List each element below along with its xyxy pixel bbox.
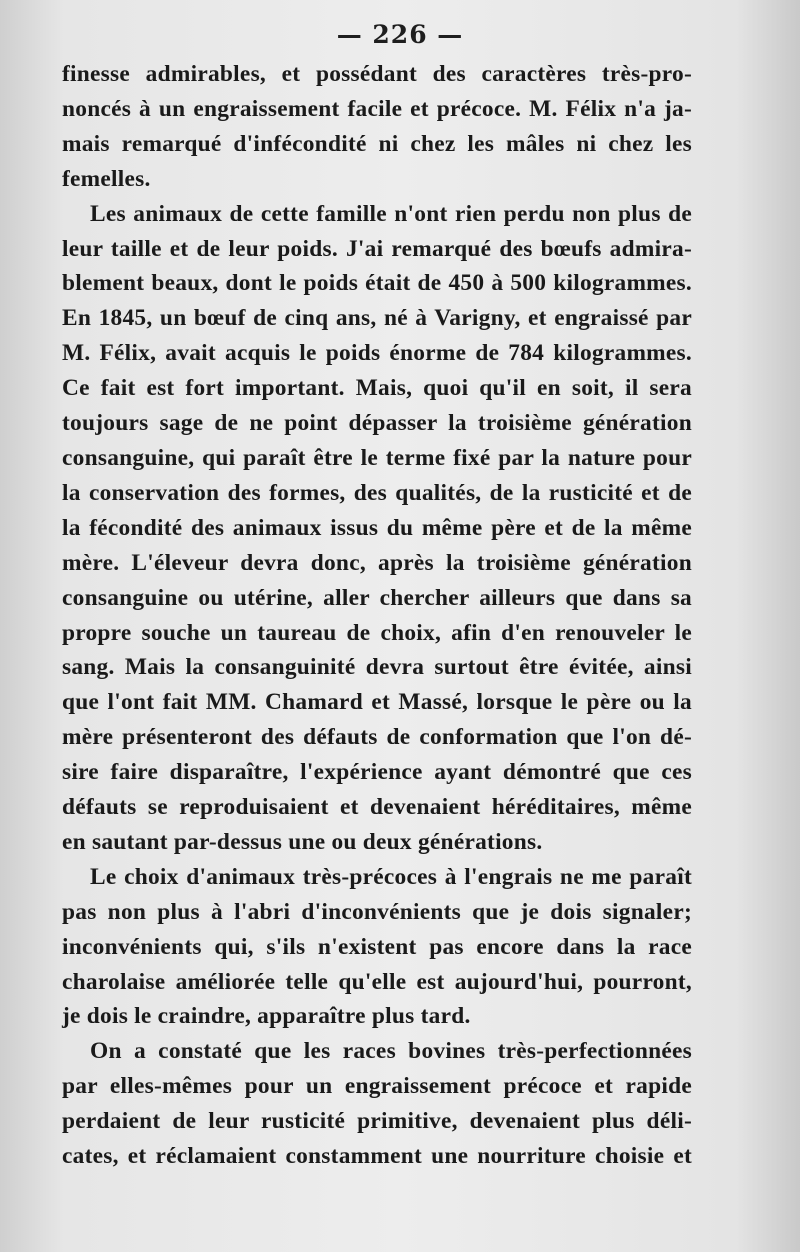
text-line: noncés à un engraissement facile et précoce. M. Félix n'a ja-: [62, 95, 692, 122]
text-line: En 1845, un bœuf de cinq ans, né à Varigny, et engraissé par: [62, 305, 692, 332]
text-line: en sautant par-dessus une ou deux générations.: [62, 828, 543, 855]
text-line: consanguine, qui paraît être le terme fixé par la nature pour: [62, 444, 692, 471]
text-line: sire faire disparaître, l'expérience ayant démontré que ces: [62, 759, 692, 786]
text-line: inconvénients qui, s'ils n'existent pas encore dans la race: [62, 933, 692, 960]
page-number: — 226 —: [336, 20, 464, 49]
text-line: Les animaux de cette famille n'ont rien perdu non plus de: [90, 200, 692, 227]
text-line: la conservation des formes, des qualités, de la rusticité et de: [62, 479, 692, 506]
text-line: Ce fait est fort important. Mais, quoi qu'il en soit, il sera: [62, 375, 692, 402]
text-line: mère présenteront des défauts de conformation que l'on dé-: [62, 724, 692, 751]
text-line: que l'ont fait MM. Chamard et Massé, lorsque le père ou la: [62, 689, 692, 716]
text-line: leur taille et de leur poids. J'ai remarqué des bœufs admira-: [62, 235, 692, 262]
text-line: mère. L'éleveur devra donc, après la troisième génération: [62, 549, 692, 576]
text-line: mais remarqué d'infécondité ni chez les mâles ni chez les: [62, 130, 692, 157]
text-line: M. Félix, avait acquis le poids énorme de 784 kilogrammes.: [62, 340, 692, 367]
text-line: défauts se reproduisaient et devenaient héréditaires, même: [62, 794, 692, 821]
paragraph-2: [62, 197, 692, 860]
text-line: blement beaux, dont le poids était de 450 à 500 kilogrammes.: [62, 270, 692, 297]
text-line: perdaient de leur rusticité primitive, devenaient plus déli-: [62, 1108, 692, 1135]
text-line: Le choix d'animaux très-précoces à l'engrais ne me paraît: [90, 863, 692, 890]
paragraph-4: [62, 1034, 692, 1174]
text-line: sang. Mais la consanguinité devra surtout être évitée, ainsi: [62, 654, 692, 681]
text-line: femelles.: [62, 165, 151, 192]
text-line: On a constaté que les races bovines très-perfectionnées: [90, 1038, 692, 1065]
paragraph-1: [62, 57, 692, 197]
text-line: propre souche un taureau de choix, afin d'en renouveler le: [62, 619, 692, 646]
text-line: la fécondité des animaux issus du même père et de la même: [62, 514, 692, 541]
paragraph-3: [62, 860, 692, 1035]
text-line: consanguine ou utérine, aller chercher ailleurs que dans sa: [62, 584, 692, 611]
text-line: je dois le craindre, apparaître plus tard.: [62, 1003, 471, 1030]
body-text: [62, 57, 692, 1174]
text-line: par elles-mêmes pour un engraissement précoce et rapide: [62, 1073, 692, 1100]
text-line: charolaise améliorée telle qu'elle est aujourd'hui, pourront,: [62, 968, 692, 995]
text-line: pas non plus à l'abri d'inconvénients que je dois signaler;: [62, 898, 692, 925]
text-line: toujours sage de ne point dépasser la troisième génération: [62, 410, 692, 437]
text-line: finesse admirables, et possédant des caractères très-pro-: [62, 61, 692, 87]
text-line: cates, et réclamaient constamment une nourriture choisie et: [62, 1143, 692, 1170]
